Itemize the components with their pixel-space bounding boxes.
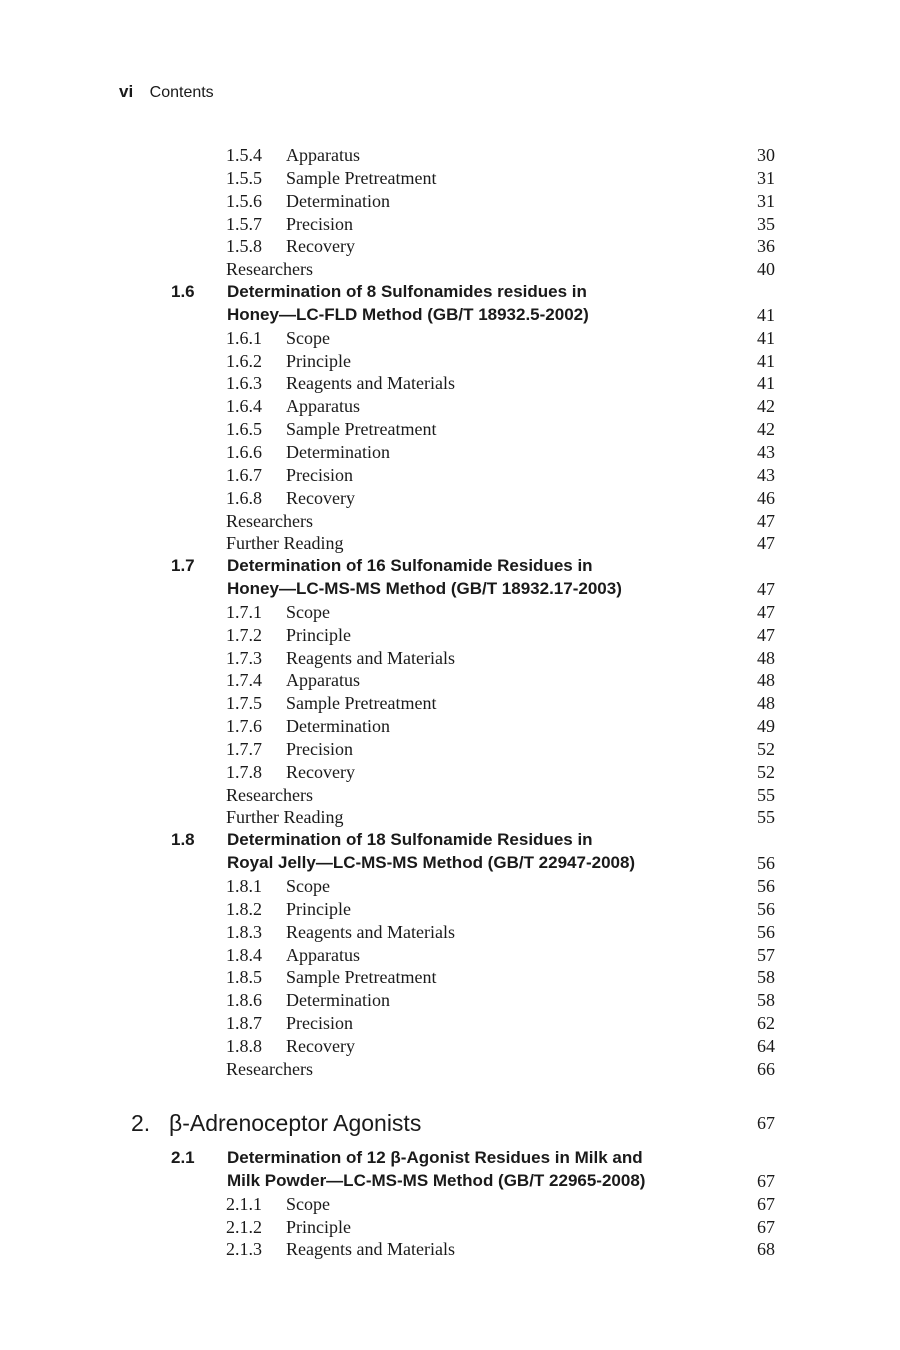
section-title: Milk Powder—LC-MS-MS Method (GB/T 22965-2008): [227, 1170, 646, 1190]
toc-entry-title: Reagents and Materials: [286, 921, 455, 942]
toc-entry[interactable]: [0, 281, 900, 304]
toc-entry-number: 2.1.2: [226, 1216, 262, 1237]
toc-entry[interactable]: [0, 1170, 900, 1193]
toc-entry-number: 1.6.1: [226, 327, 262, 348]
toc-page-number: 46: [757, 487, 775, 508]
toc-page-number: 42: [757, 419, 775, 440]
toc-page-number: 64: [757, 1035, 775, 1056]
toc-entry-title: Apparatus: [286, 145, 360, 165]
toc-page-number: 67: [757, 1170, 775, 1191]
toc-entry-number: 1.6.6: [226, 441, 262, 462]
toc-entry[interactable]: [0, 1035, 900, 1058]
toc-entry-title: Recovery: [286, 761, 355, 782]
toc-entry-title: Apparatus: [286, 670, 360, 691]
section-title: Honey—LC-FLD Method (GB/T 18932.5-2002): [227, 304, 589, 324]
toc-entry-title: Principle: [286, 898, 351, 919]
toc-entry-title: Recovery: [286, 236, 355, 257]
toc-entry[interactable]: [0, 921, 900, 944]
toc-page-number: 58: [757, 967, 775, 988]
toc-entry-title: Principle: [286, 1216, 351, 1237]
toc-entry-title: Principle: [286, 350, 351, 371]
toc-entry-title: Determination: [286, 190, 390, 211]
toc-entry[interactable]: [0, 624, 900, 647]
toc-entry-title: Sample Pretreatment: [286, 419, 437, 440]
toc-page-number: 62: [757, 1013, 775, 1034]
toc-entry-number: 1.6.2: [226, 350, 262, 371]
toc-entry-title: Determination: [286, 990, 390, 1011]
toc-entry[interactable]: [0, 441, 900, 464]
toc-entry[interactable]: [0, 761, 900, 784]
toc-entry[interactable]: [0, 532, 900, 555]
toc-entry-title: Determination: [286, 716, 390, 737]
toc-entry-title: Scope: [286, 1193, 330, 1214]
toc-page-number: 55: [757, 807, 775, 828]
toc-entry-number: 1.7.5: [226, 693, 262, 714]
toc-entry-title: Precision: [286, 213, 353, 234]
toc-entry-number: 1.5.4: [226, 145, 262, 165]
toc-page-number: 68: [757, 1239, 775, 1260]
toc-entry[interactable]: [0, 372, 900, 395]
toc-entry-number: 1.7.4: [226, 670, 262, 691]
section-title: Determination of 16 Sulfonamide Residues in: [227, 556, 593, 576]
running-head: [119, 82, 214, 102]
section-title: Determination of 18 Sulfonamide Residues in: [227, 830, 593, 850]
toc-page-number: 55: [757, 784, 775, 805]
toc-entry-number: 1.7.3: [226, 647, 262, 668]
toc-page-number: 41: [757, 327, 775, 348]
toc-page-number: 48: [757, 670, 775, 691]
toc-entry-title: Researchers: [226, 784, 313, 805]
toc-entry[interactable]: [0, 692, 900, 715]
chapter-number: 2.: [131, 1110, 151, 1136]
toc-entry[interactable]: [0, 875, 900, 898]
toc-page-number: 41: [757, 304, 775, 325]
toc-entry-number: 1.6.5: [226, 419, 262, 440]
toc-entry[interactable]: [0, 738, 900, 761]
section-title: Honey—LC-MS-MS Method (GB/T 18932.17-2003): [227, 579, 622, 599]
toc-entry-title: Apparatus: [286, 944, 360, 965]
toc-entry-number: 1.8.8: [226, 1035, 262, 1056]
toc-entry-number: 1.5.7: [226, 213, 262, 234]
toc-entry-number: 1.8.5: [226, 967, 262, 988]
toc-page-number: 47: [757, 601, 775, 622]
toc-entry-number: 1.6.3: [226, 373, 262, 394]
toc-page-number: 48: [757, 647, 775, 668]
toc-entry[interactable]: [0, 601, 900, 624]
toc-entry[interactable]: [0, 806, 900, 829]
toc-entry[interactable]: [0, 989, 900, 1012]
toc-entry[interactable]: [0, 944, 900, 967]
toc-entry[interactable]: [0, 578, 900, 601]
toc-page-number: 67: [757, 1193, 775, 1214]
section-number: 2.1: [171, 1148, 195, 1167]
toc-entry-title: Reagents and Materials: [286, 647, 455, 668]
toc-page-number: 31: [757, 190, 775, 211]
toc-page-number: 47: [757, 624, 775, 645]
toc-page-number: 36: [757, 236, 775, 257]
toc-page-number: 56: [757, 876, 775, 896]
toc-entry-number: 1.8.1: [226, 876, 262, 896]
toc-entry[interactable]: [0, 1012, 900, 1035]
toc-page-number: 43: [757, 464, 775, 485]
toc-entry-title: Precision: [286, 738, 353, 759]
toc-entry[interactable]: [0, 190, 900, 213]
toc-entry-number: 1.6.4: [226, 396, 262, 417]
toc-page-number: 52: [757, 761, 775, 782]
section-number: 1.8: [171, 830, 195, 850]
toc-entry-title: Reagents and Materials: [286, 373, 455, 394]
chapter-heading[interactable]: [0, 1108, 900, 1138]
toc-entry-title: Reagents and Materials: [286, 1239, 455, 1260]
chapter-page-number: 67: [757, 1113, 775, 1133]
toc-list-chapter-2: [0, 1147, 900, 1261]
toc-entry-title: Recovery: [286, 1035, 355, 1056]
section-title: Determination of 12 β-Agonist Residues in Milk and: [227, 1148, 643, 1167]
toc-entry[interactable]: [0, 555, 900, 578]
toc-entry-title: Researchers: [226, 259, 313, 280]
toc-entry[interactable]: [0, 1238, 900, 1261]
toc-entry[interactable]: [0, 852, 900, 875]
toc-entry-number: 1.6.7: [226, 464, 262, 485]
toc-entry[interactable]: [0, 1147, 900, 1170]
toc-entry-number: 1.6.8: [226, 487, 262, 508]
toc-entry[interactable]: [0, 1058, 900, 1081]
toc-page-number: 41: [757, 350, 775, 371]
toc-page-number: 57: [757, 944, 775, 965]
toc-entry[interactable]: [0, 258, 900, 281]
toc-entry-title: Sample Pretreatment: [286, 693, 437, 714]
page-folio: vi: [119, 82, 134, 101]
toc-entry[interactable]: [0, 1216, 900, 1239]
toc-entry[interactable]: [0, 327, 900, 350]
toc-entry[interactable]: [0, 418, 900, 441]
toc-page-number: 56: [757, 853, 775, 874]
toc-entry[interactable]: [0, 464, 900, 487]
toc-entry-title: Recovery: [286, 487, 355, 508]
toc-entry[interactable]: [0, 510, 900, 533]
toc-entry-number: 1.7.1: [226, 601, 262, 622]
toc-page-number: 56: [757, 898, 775, 919]
toc-entry-number: 2.1.1: [226, 1193, 262, 1214]
toc-page-number: 40: [757, 259, 775, 280]
toc-entry[interactable]: [0, 669, 900, 692]
toc-entry[interactable]: [0, 1193, 900, 1216]
toc-page-number: 67: [757, 1216, 775, 1237]
toc-entry-number: 1.7.6: [226, 716, 262, 737]
toc-page-number: 47: [757, 510, 775, 531]
toc-page-number: 41: [757, 373, 775, 394]
toc-entry[interactable]: [0, 304, 900, 327]
toc-entry-title: Scope: [286, 327, 330, 348]
toc-page-number: 35: [757, 213, 775, 234]
running-head-label: Contents: [149, 84, 214, 101]
toc-entry-number: 1.5.8: [226, 236, 262, 257]
toc-entry-title: Apparatus: [286, 396, 360, 417]
toc-entry[interactable]: [0, 213, 900, 236]
toc-page-number: 52: [757, 738, 775, 759]
toc-page-number: 47: [757, 579, 775, 600]
toc-page-number: 56: [757, 921, 775, 942]
toc-page-number: 30: [757, 145, 775, 165]
chapter-title: β-Adrenoceptor Agonists: [169, 1110, 422, 1136]
toc-page-number: 31: [757, 167, 775, 188]
toc-entry-number: 1.8.6: [226, 990, 262, 1011]
toc-entry-title: Principle: [286, 624, 351, 645]
toc-entry-number: 1.7.2: [226, 624, 262, 645]
toc-page-number: 42: [757, 396, 775, 417]
toc-entry-title: Scope: [286, 601, 330, 622]
toc-page-number: 47: [757, 533, 775, 554]
toc-entry[interactable]: [0, 966, 900, 989]
section-title: Determination of 8 Sulfonamides residues in: [227, 282, 587, 302]
toc-entry[interactable]: [0, 167, 900, 190]
toc-entry-number: 1.8.2: [226, 898, 262, 919]
toc-entry-title: Further Reading: [226, 533, 344, 554]
section-title: Royal Jelly—LC-MS-MS Method (GB/T 22947-2008): [227, 853, 636, 873]
toc-entry-title: Determination: [286, 441, 390, 462]
toc-entry-number: 1.7.7: [226, 738, 262, 759]
toc-entry-number: 1.5.5: [226, 167, 262, 188]
toc-page-number: 43: [757, 441, 775, 462]
toc-entry[interactable]: [0, 898, 900, 921]
toc-page-number: 48: [757, 693, 775, 714]
toc-list: [0, 144, 900, 1081]
toc-entry-title: Precision: [286, 1013, 353, 1034]
toc-entry-number: 1.8.4: [226, 944, 262, 965]
toc-entry[interactable]: [0, 144, 900, 167]
toc-page-number: 58: [757, 990, 775, 1011]
toc-entry-title: Scope: [286, 876, 330, 896]
section-number: 1.6: [171, 282, 195, 302]
toc-entry[interactable]: [0, 829, 900, 852]
toc-entry-number: 1.5.6: [226, 190, 262, 211]
toc-entry[interactable]: [0, 715, 900, 738]
toc-entry-number: 1.7.8: [226, 761, 262, 782]
toc-entry-title: Researchers: [226, 510, 313, 531]
toc-page-number: 49: [757, 716, 775, 737]
toc-entry[interactable]: [0, 784, 900, 807]
toc-entry-number: 1.8.3: [226, 921, 262, 942]
toc-entry[interactable]: [0, 487, 900, 510]
toc-entry[interactable]: [0, 235, 900, 258]
toc-entry-number: 1.8.7: [226, 1013, 262, 1034]
section-number: 1.7: [171, 556, 195, 576]
toc-entry-number: 2.1.3: [226, 1239, 262, 1260]
toc-entry[interactable]: [0, 350, 900, 373]
toc-entry-title: Sample Pretreatment: [286, 967, 437, 988]
toc-entry-title: Researchers: [226, 1058, 313, 1079]
toc-entry-title: Further Reading: [226, 807, 344, 828]
toc-page-number: 66: [757, 1058, 775, 1079]
toc-entry-title: Sample Pretreatment: [286, 167, 437, 188]
toc-entry[interactable]: [0, 395, 900, 418]
toc-entry-title: Precision: [286, 464, 353, 485]
toc-entry[interactable]: [0, 647, 900, 670]
